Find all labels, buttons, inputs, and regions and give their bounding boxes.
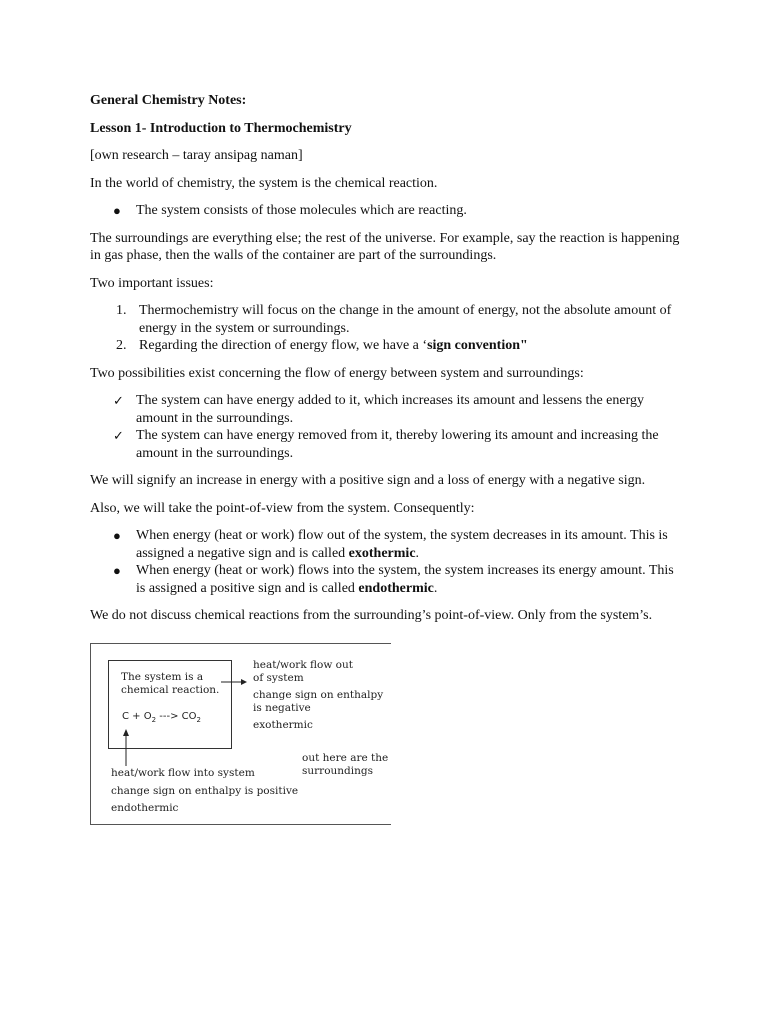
list-item: 1. Thermochemistry will focus on the change in the amount of energy, not the absolute amount of energy in the system or surroundings. (116, 303, 672, 336)
paragraph-sign: We will signify an increase in energy with a positive sign and a loss of energy with a negative sign. (90, 473, 646, 488)
out-label-line1: heat/work flow out (253, 659, 353, 671)
numbered-list-issues (90, 302, 680, 355)
box-caption-line2: chemical reaction. (121, 684, 220, 696)
surroundings-label-line2: surroundings (302, 765, 373, 777)
check-list-possibilities (90, 392, 680, 462)
bullet-icon: ● (113, 563, 121, 578)
list-item: ✓ The system can have energy added to it, which increases its amount and lessens the energy amount in the surroundings. (113, 393, 644, 426)
in-label-line1: heat/work flow into system (111, 767, 255, 779)
paragraph-possibilities: Two possibilities exist concerning the flow of energy between system and surroundings: (90, 365, 584, 381)
paragraph-closing: We do not discuss chemical reactions from the surrounding’s point-of-view. Only from the system’s. (90, 608, 653, 623)
list-item: ● When energy (heat or work) flows into the system, the system increases its energy amount. This is assigned a positive sign and is called endothermic. (113, 563, 674, 596)
out-label-line2: of system (253, 672, 304, 684)
bullet-list-system (90, 202, 680, 220)
arrow-out-icon (221, 679, 247, 685)
document-heading: General Chemistry Notes: (90, 93, 247, 108)
checkmark-icon: ✓ (113, 428, 124, 443)
sign-convention-term: sign convention (427, 338, 521, 353)
surroundings-label-line1: out here are the (302, 752, 389, 764)
endothermic-term: endothermic (358, 580, 434, 596)
in-label-line2: change sign on enthalpy is positive (111, 785, 299, 797)
checkmark-icon: ✓ (113, 393, 124, 408)
bullet-icon: ● (113, 528, 121, 543)
out-label-exothermic: exothermic (253, 719, 313, 731)
list-item: ● When energy (heat or work) flow out of the system, the system decreases in its amount. This is assigned a negative sign and is called exothermic. (113, 528, 668, 561)
paragraph-issues-intro: Two important issues: (90, 275, 214, 291)
paragraph-surroundings: The surroundings are everything else; the rest of the universe. For example, say the reaction is happening in gas phase, then the walls of the container are part of the surroundings. (90, 230, 680, 263)
exothermic-term: exothermic (348, 545, 416, 561)
paragraph-point-of-view: Also, we will take the point-of-view from the system. Consequently: (90, 500, 475, 516)
paragraph-system: In the world of chemistry, the system is the chemical reaction. (90, 175, 438, 191)
bullet-icon: ● (113, 203, 121, 218)
reaction-equation: $C + O_2$ ---> $CO_2$ (122, 711, 201, 724)
list-item: ● The system consists of those molecules which are reacting. (113, 203, 467, 218)
out-label-line4: is negative (253, 702, 311, 714)
bullet-list-energy-flow (90, 527, 680, 597)
arrow-in-icon (123, 729, 129, 766)
in-label-endothermic: endothermic (111, 802, 179, 814)
box-caption-line1: The system is a (121, 671, 204, 683)
list-item: ✓ The system can have energy removed from it, thereby lowering its amount and increasing the amount in the surroundings. (113, 428, 659, 461)
out-label-line3: change sign on enthalpy (253, 689, 384, 701)
document-body (90, 92, 680, 635)
list-item: 2. Regarding the direction of energy flow, we have a ‘sign convention" (116, 338, 528, 353)
lesson-title: Lesson 1- Introduction to Thermochemistry (90, 120, 352, 136)
source-note: [own research – taray ansipag naman] (90, 148, 303, 163)
system-surroundings-figure (90, 643, 391, 825)
